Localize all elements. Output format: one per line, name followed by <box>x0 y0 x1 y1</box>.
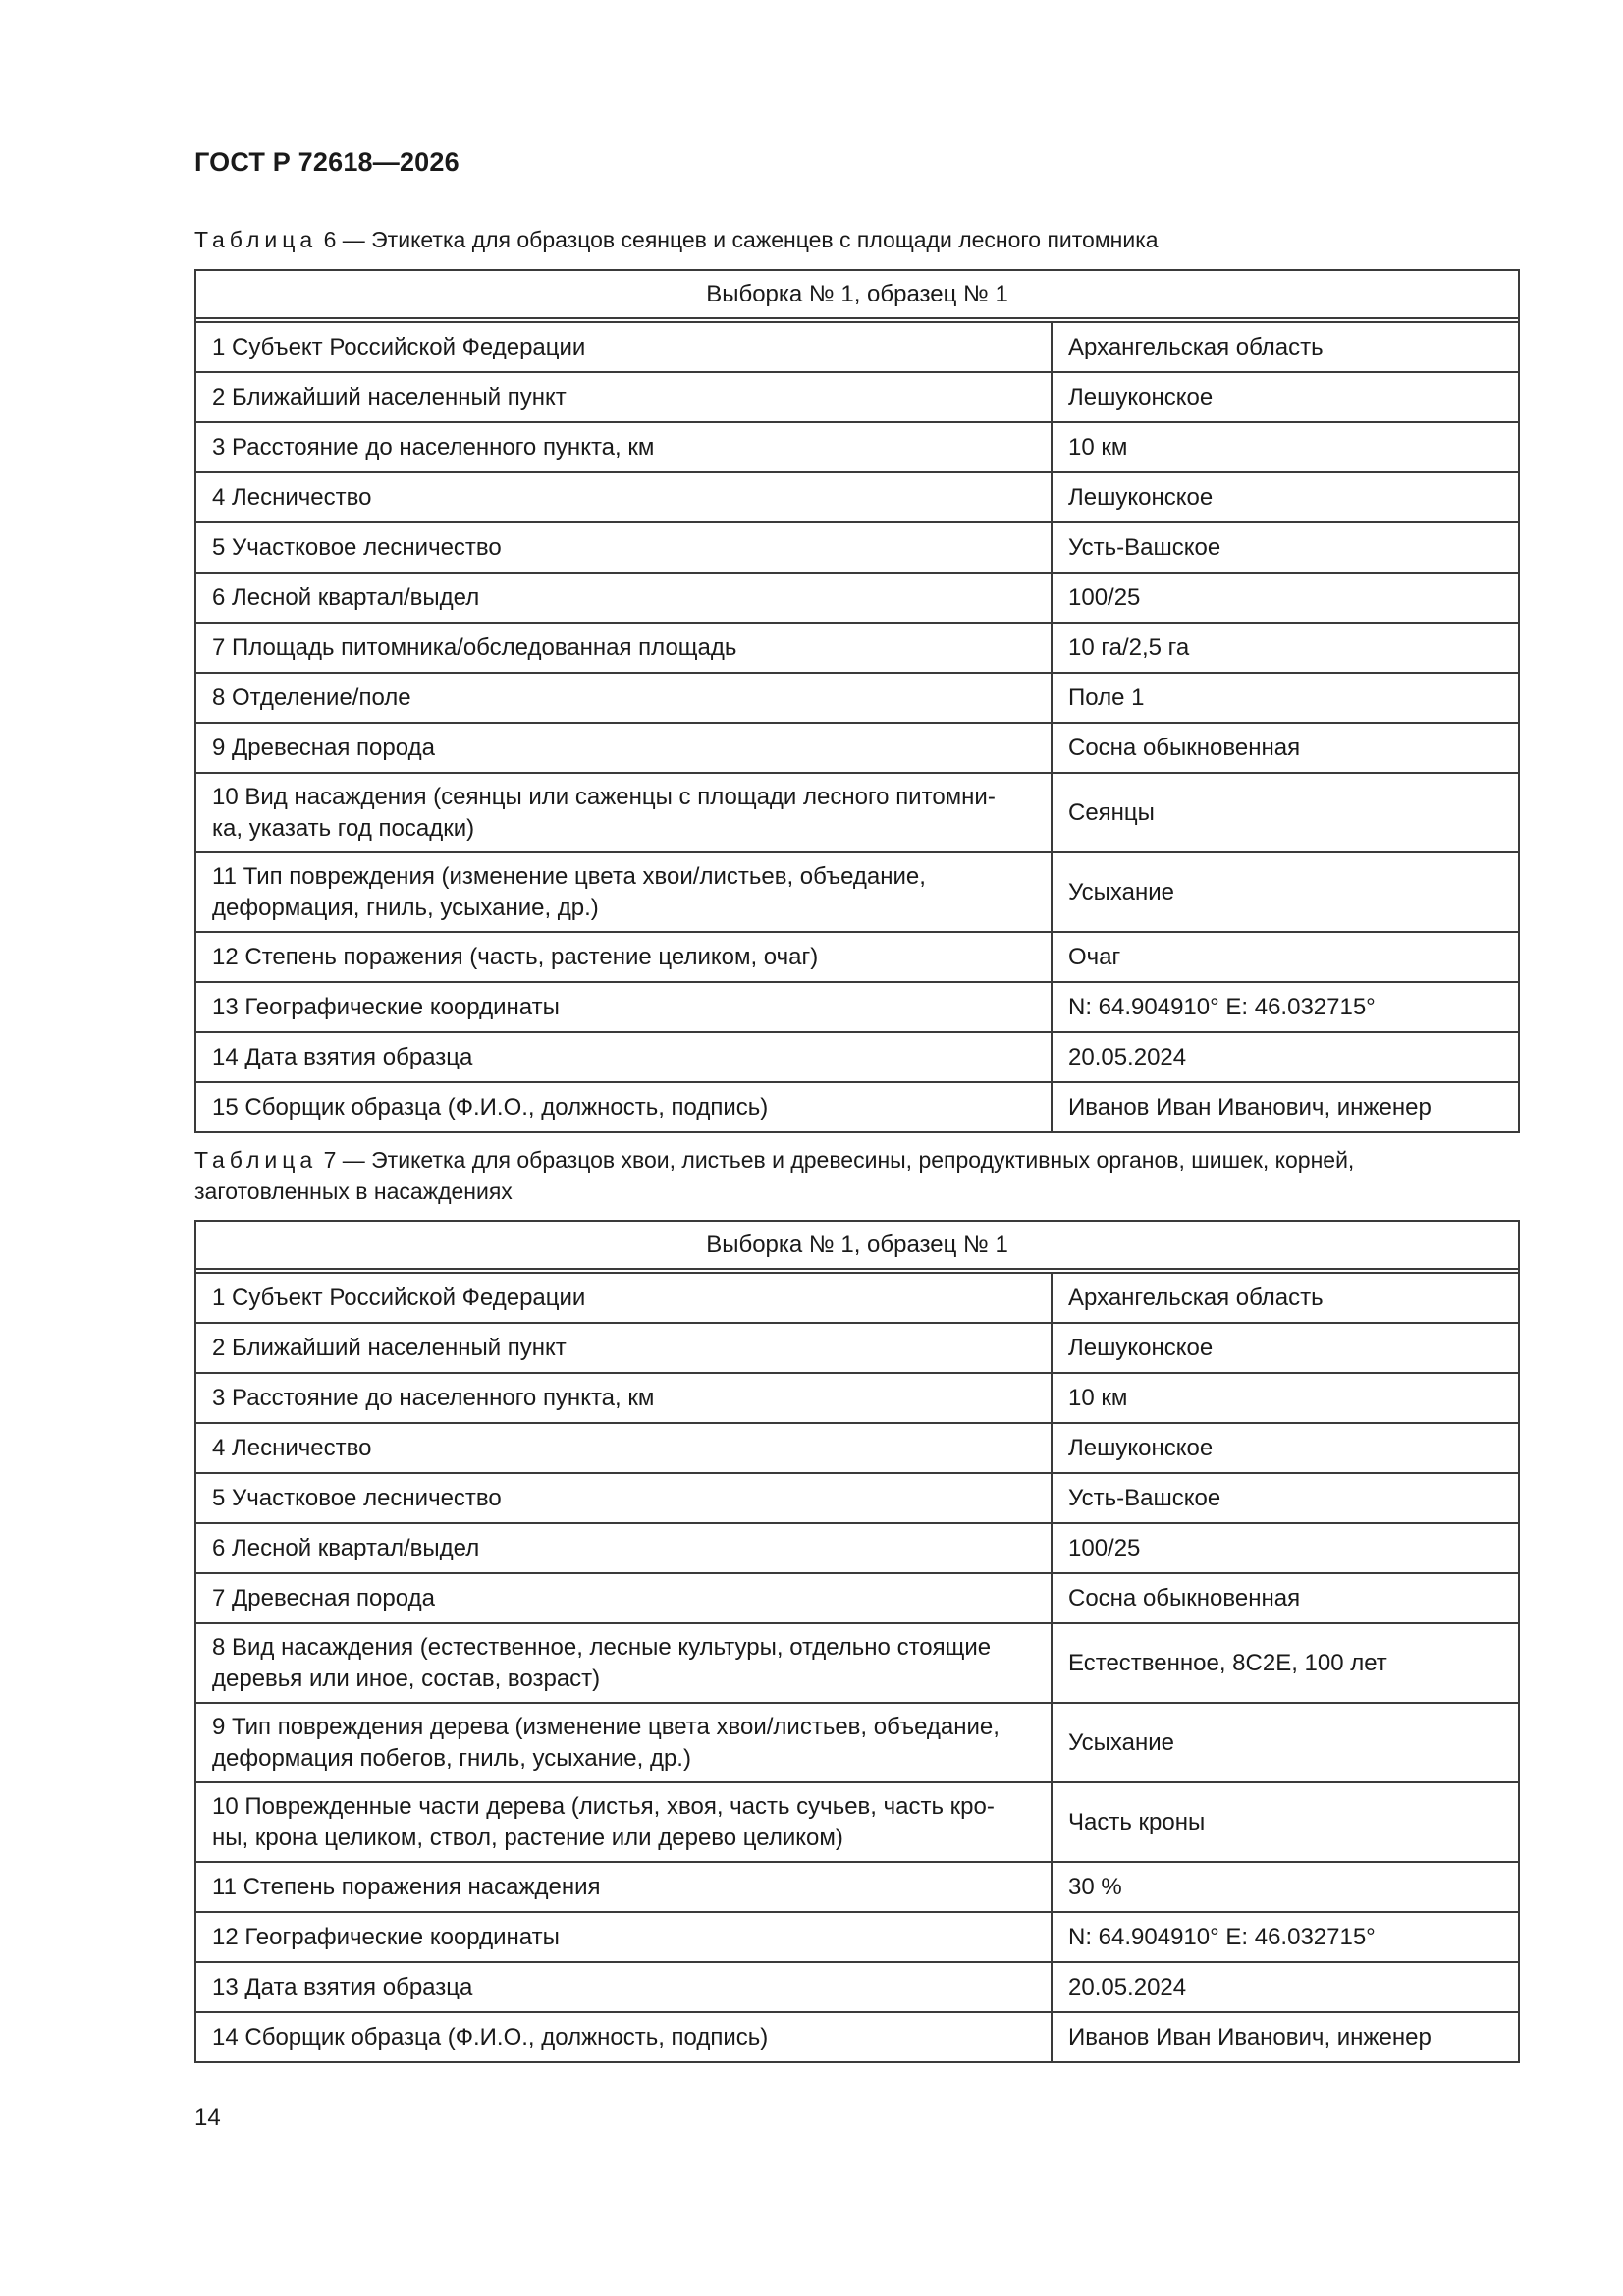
row-label: 9 Тип повреждения дерева (изменение цвета хвои/листьев, объедание, деформация побегов, гниль, усыхание, др.) <box>195 1703 1052 1782</box>
row-value: 10 км <box>1052 1373 1519 1423</box>
row-label: 9 Древесная порода <box>195 723 1052 773</box>
row-label: 1 Субъект Российской Федерации <box>195 322 1052 372</box>
row-value: Сосна обыкновенная <box>1052 1573 1519 1623</box>
page-number: 14 <box>194 2105 221 2131</box>
row-value: N: 64.904910° E: 46.032715° <box>1052 1912 1519 1962</box>
table-6-caption <box>194 224 1515 255</box>
row-label: 6 Лесной квартал/выдел <box>195 573 1052 623</box>
table-row <box>195 1373 1519 1423</box>
table-6-caption-word: Таблица <box>194 227 318 252</box>
row-label: 8 Вид насаждения (естественное, лесные культуры, отдельно стоящие деревья или иное, состав, возраст) <box>195 1623 1052 1703</box>
row-value: 30 % <box>1052 1862 1519 1912</box>
row-label: 11 Степень поражения насаждения <box>195 1862 1052 1912</box>
table-row <box>195 1423 1519 1473</box>
row-value: Сеянцы <box>1052 773 1519 852</box>
row-label: 6 Лесной квартал/выдел <box>195 1523 1052 1573</box>
table-7-caption <box>194 1144 1515 1207</box>
table-row <box>195 1082 1519 1132</box>
table-row <box>195 1323 1519 1373</box>
table-row <box>195 573 1519 623</box>
row-label: 4 Лесничество <box>195 1423 1052 1473</box>
table-row <box>195 1703 1519 1782</box>
row-label: 10 Вид насаждения (сеянцы или саженцы с площади лесного питомни- ка, указать год посадки) <box>195 773 1052 852</box>
table-6-sample-header: Выборка № 1, образец № 1 <box>195 270 1519 318</box>
row-label: 5 Участковое лесничество <box>195 522 1052 573</box>
row-value: Иванов Иван Иванович, инженер <box>1052 1082 1519 1132</box>
table-row <box>195 852 1519 932</box>
row-value: Архангельская область <box>1052 1273 1519 1323</box>
row-label: 5 Участковое лесничество <box>195 1473 1052 1523</box>
table-row <box>195 472 1519 522</box>
table-row <box>195 422 1519 472</box>
table-row <box>195 1573 1519 1623</box>
document-code: ГОСТ Р 72618—2026 <box>194 147 460 177</box>
table-row <box>195 982 1519 1032</box>
row-value: Усть-Вашское <box>1052 1473 1519 1523</box>
table-row <box>195 1473 1519 1523</box>
table-row <box>195 623 1519 673</box>
row-value: 20.05.2024 <box>1052 1962 1519 2012</box>
row-label: 3 Расстояние до населенного пункта, км <box>195 1373 1052 1423</box>
row-label: 7 Площадь питомника/обследованная площадь <box>195 623 1052 673</box>
row-value: Лешуконское <box>1052 1423 1519 1473</box>
row-label: 4 Лесничество <box>195 472 1052 522</box>
row-value: Естественное, 8С2Е, 100 лет <box>1052 1623 1519 1703</box>
table-7-sample-header: Выборка № 1, образец № 1 <box>195 1221 1519 1269</box>
row-value: Часть кроны <box>1052 1782 1519 1862</box>
table-row <box>195 522 1519 573</box>
row-value: Лешуконское <box>1052 372 1519 422</box>
row-label: 14 Сборщик образца (Ф.И.О., должность, подпись) <box>195 2012 1052 2062</box>
row-label: 2 Ближайший населенный пункт <box>195 372 1052 422</box>
table-row <box>195 1523 1519 1573</box>
row-value: Очаг <box>1052 932 1519 982</box>
row-label: 12 Степень поражения (часть, растение целиком, очаг) <box>195 932 1052 982</box>
row-value: N: 64.904910° E: 46.032715° <box>1052 982 1519 1032</box>
row-label: 13 Дата взятия образца <box>195 1962 1052 2012</box>
row-value: Сосна обыкновенная <box>1052 723 1519 773</box>
table-row <box>195 1623 1519 1703</box>
row-value: Архангельская область <box>1052 322 1519 372</box>
row-label: 3 Расстояние до населенного пункта, км <box>195 422 1052 472</box>
row-label: 11 Тип повреждения (изменение цвета хвои/листьев, объедание, деформация, гниль, усыхание, др.) <box>195 852 1052 932</box>
table-row <box>195 322 1519 372</box>
row-value: Лешуконское <box>1052 472 1519 522</box>
table-row <box>195 1962 1519 2012</box>
row-value: Усыхание <box>1052 1703 1519 1782</box>
table-row <box>195 1862 1519 1912</box>
table-6 <box>194 269 1520 1133</box>
table-row <box>195 673 1519 723</box>
table-row <box>195 773 1519 852</box>
table-row <box>195 1912 1519 1962</box>
row-label: 15 Сборщик образца (Ф.И.О., должность, подпись) <box>195 1082 1052 1132</box>
row-value: 10 км <box>1052 422 1519 472</box>
row-value: Иванов Иван Иванович, инженер <box>1052 2012 1519 2062</box>
table-row <box>195 932 1519 982</box>
row-label: 12 Географические координаты <box>195 1912 1052 1962</box>
row-value: Усть-Вашское <box>1052 522 1519 573</box>
row-value: 100/25 <box>1052 1523 1519 1573</box>
table-row <box>195 723 1519 773</box>
table-row <box>195 1782 1519 1862</box>
row-label: 2 Ближайший населенный пункт <box>195 1323 1052 1373</box>
row-value: 100/25 <box>1052 573 1519 623</box>
table-6-caption-text: 6 — Этикетка для образцов сеянцев и саженцев с площади лесного питомника <box>323 227 1159 252</box>
row-value: Лешуконское <box>1052 1323 1519 1373</box>
row-value: 10 га/2,5 га <box>1052 623 1519 673</box>
row-label: 1 Субъект Российской Федерации <box>195 1273 1052 1323</box>
row-label: 14 Дата взятия образца <box>195 1032 1052 1082</box>
table-7-caption-text: 7 — Этикетка для образцов хвои, листьев и древесины, репродуктивных органов, шишек, корней, заготовленных в насаждениях <box>194 1147 1355 1204</box>
table-row <box>195 372 1519 422</box>
table-row <box>195 2012 1519 2062</box>
row-label: 10 Поврежденные части дерева (листья, хвоя, часть сучьев, часть кро- ны, крона целиком, ствол, растение или дерево целиком) <box>195 1782 1052 1862</box>
table-row <box>195 1032 1519 1082</box>
table-7-caption-word: Таблица <box>194 1147 318 1173</box>
row-label: 13 Географические координаты <box>195 982 1052 1032</box>
row-value: Усыхание <box>1052 852 1519 932</box>
row-label: 8 Отделение/поле <box>195 673 1052 723</box>
row-value: 20.05.2024 <box>1052 1032 1519 1082</box>
row-label: 7 Древесная порода <box>195 1573 1052 1623</box>
table-row <box>195 1273 1519 1323</box>
table-7 <box>194 1220 1520 2063</box>
row-value: Поле 1 <box>1052 673 1519 723</box>
